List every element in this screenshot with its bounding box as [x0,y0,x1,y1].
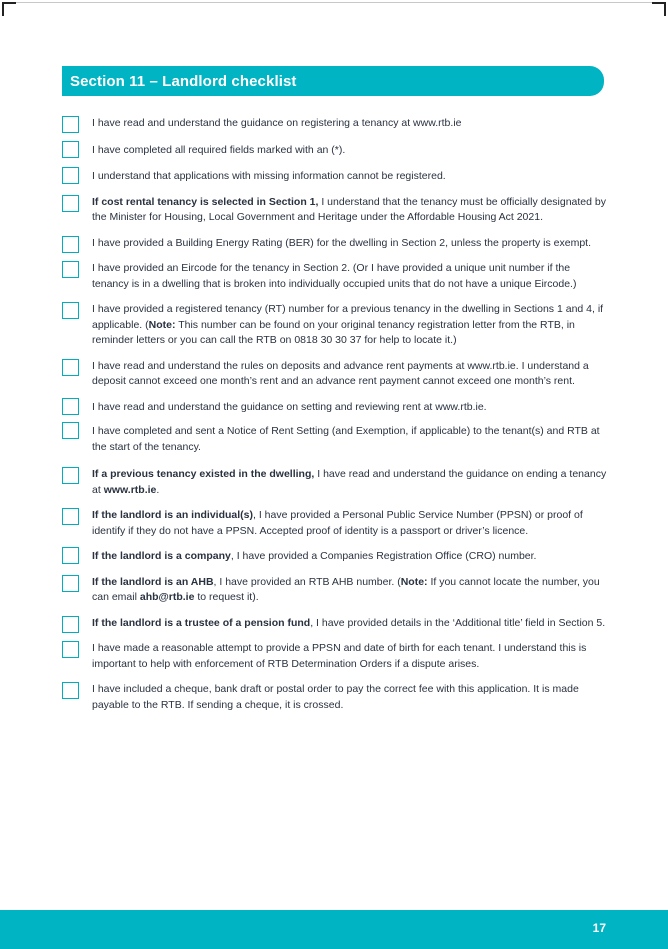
checklist-item-cost-rental [62,195,607,226]
checklist-item-previous-tenancy [62,467,607,498]
item-lead: If the landlord is a company [92,550,231,562]
item-text: , I have provided an RTB AHB number. ( [213,575,401,588]
item-text: I have completed and sent a Notice of Rent Setting (and Exemption, if applicable) to the tenant(s) and RTB at the start of the tenancy. [92,425,600,453]
checklist-item-setting-rent [62,400,607,416]
note-label: Note: [148,318,176,331]
footer-bar [0,910,668,949]
checkbox[interactable] [62,682,79,699]
checklist-item-ber [62,236,607,252]
checklist-item-missing-info [62,169,607,185]
item-text: I have included a cheque, bank draft or postal order to pay the correct fee with this application. It is made payable to the RTB. If sending a cheque, it is crossed. [92,683,579,711]
crop-mark-top-left [2,2,16,16]
checklist-item-fee-payment [62,682,607,713]
link-text: www.rtb.ie [103,483,157,496]
checkbox[interactable] [62,398,79,415]
checkbox[interactable] [62,141,79,158]
checkbox[interactable] [62,422,79,439]
checklist-item-pension-trustee [62,616,607,632]
section-title: Section 11 – Landlord checklist [70,72,297,90]
checkbox[interactable] [62,616,79,633]
email-text: ahb@rtb.ie [139,591,195,603]
item-text: I have provided a registered tenancy (RT) number for a previous tenancy in the dwelling in Sections 1 and 4, if applicable. ( [92,303,604,331]
checkbox[interactable] [62,302,79,319]
checkbox[interactable] [62,508,79,525]
item-lead: If the landlord is an AHB [92,575,214,588]
checklist-item-ppsn-tenant [62,641,607,672]
checkbox[interactable] [62,467,79,484]
item-text-end: to request it). [194,591,259,603]
checkbox[interactable] [62,116,79,133]
checkbox[interactable] [62,236,79,253]
checklist-item-ahb [62,575,607,606]
note-label: Note: [400,575,428,588]
section-header [62,66,604,96]
checklist-item-notice-rent [62,424,607,455]
checkbox[interactable] [62,359,79,376]
checkbox[interactable] [62,641,79,658]
checklist-item-required-fields [62,143,607,159]
checklist-item-company [62,549,607,565]
item-lead: If the landlord is a trustee of a pension fund [92,616,311,629]
landlord-checklist [62,113,607,713]
checkbox[interactable] [62,261,79,278]
item-text: I have provided an Eircode for the tenancy in Section 2. (Or I have provided a unique unit number if the tenancy is in a dwelling that is broken into individually occupied units that do not have a unique Eircode.) [92,262,577,290]
item-lead: If a previous tenancy existed in the dwelling, [92,468,315,480]
checklist-item-rt-number [62,302,607,349]
item-text: I have completed all required fields marked with an (*). [92,143,346,156]
checklist-item-deposits [62,359,607,390]
item-text: I have read and understand the guidance on ending a tenancy at [92,468,607,496]
checkbox[interactable] [62,195,79,212]
item-text: I have read and understand the guidance on setting and reviewing rent at www.rtb.ie. [92,400,487,413]
item-text-after: . [156,483,160,496]
item-text: , I have provided a Companies Registration Office (CRO) number. [230,550,537,562]
page-top-border [16,2,652,3]
item-text: I have made a reasonable attempt to provide a PPSN and date of birth for each tenant. I understand this is important to help with enforcement of RTB Determination Orders if a dispute arises. [92,642,587,670]
crop-mark-top-right [652,2,666,16]
page-number: 17 [592,921,606,935]
item-text: , I have provided details in the ‘Additional title’ field in Section 5. [310,616,606,629]
checklist-item-individual [62,508,607,539]
item-text: , I have provided a Personal Public Service Number (PPSN) or proof of identify if they do not have a PPSN. Accepted proof of identity is a passport or driver’s licence. [92,509,583,537]
checklist-item-eircode [62,261,607,292]
checklist-item-guidance-registering [62,116,607,132]
item-text: I have read and understand the guidance on registering a tenancy at www.rtb.ie [92,117,462,129]
item-text: I understand that applications with missing information cannot be registered. [92,170,446,182]
item-text-after: This number can be found on your original tenancy registration letter from the RTB, in reminder letters or you can call the RTB on 0818 30 30 37 for help to locate it.) [92,318,575,346]
item-lead: If cost rental tenancy is selected in Section 1, [92,195,319,208]
checkbox[interactable] [62,167,79,184]
item-text: I understand that the tenancy must be officially designated by the Minister for Housing, Local Government and Heritage under the Affordable Housing Act 2021. [92,195,606,223]
item-lead: If the landlord is an individual(s) [92,509,254,521]
item-text: I have read and understand the rules on deposits and advance rent payments at www.rtb.ie. I understand a deposit cannot exceed one month’s rent and an advance rent payment cannot exceed one month’s rent. [92,359,589,387]
checkbox[interactable] [62,547,79,564]
item-text-after: If you cannot locate the number, you can email [92,575,600,603]
checkbox[interactable] [62,575,79,592]
item-text: I have provided a Building Energy Rating (BER) for the dwelling in Section 2, unless the property is exempt. [92,236,592,249]
